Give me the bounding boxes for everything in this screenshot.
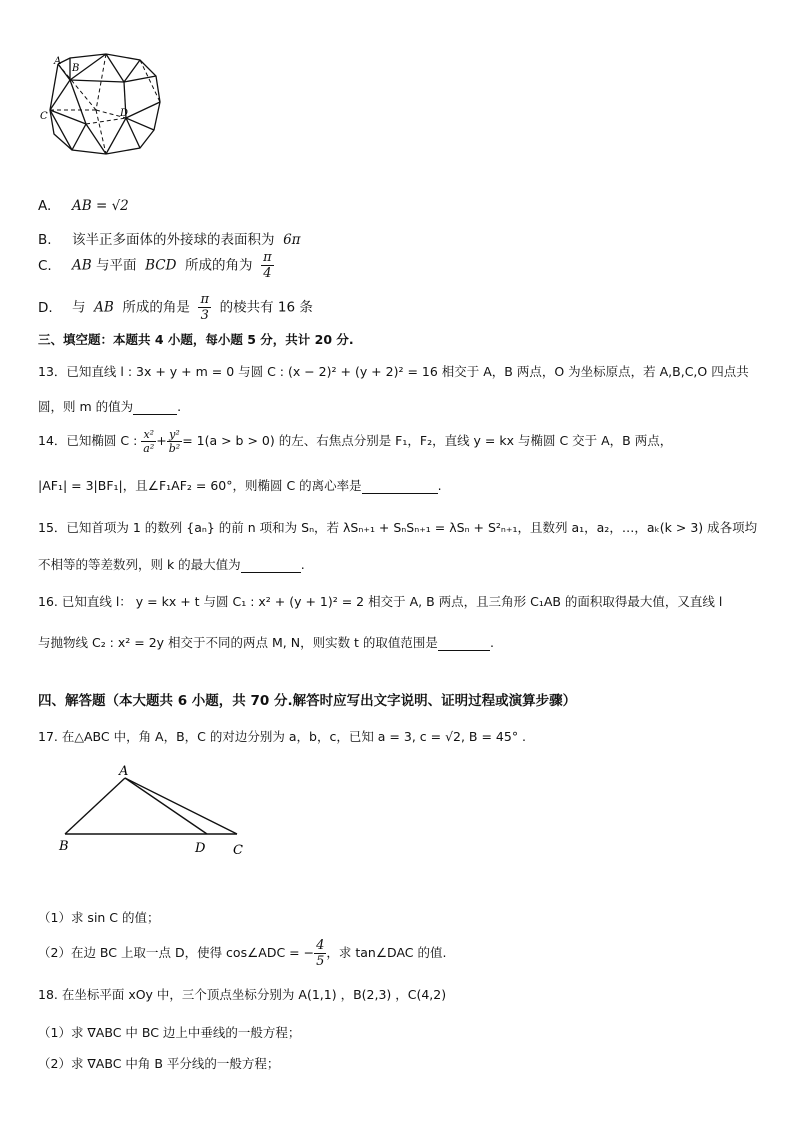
label-C: C xyxy=(40,111,48,122)
label-B: B xyxy=(72,63,80,74)
q13-line1: 13．已知直线 l : 3x + y + m = 0 与圆 C : (x − 2)² + (y + 2)² = 16 相交于 A，B 两点，O 为坐标原点，若 A,B,C,O 四点共 xyxy=(38,364,749,379)
option-d: D. 与 AB 所成的角是 $\frac{\pi}{3}$ 的棱共有 16 条 xyxy=(38,292,313,323)
section-4-heading: 四、解答题（本大题共 6 小题，共 70 分.解答时应写出文字说明、证明过程或演算步骤） xyxy=(38,693,577,709)
tri-label-A: A xyxy=(119,764,129,779)
q18-stem: 18. 在坐标平面 xOy 中，三个顶点坐标分别为 A(1,1) ，B(2,3) ，C(4,2) xyxy=(38,987,447,1002)
fraction-pi-over-3: $\frac{\pi}{3}$ xyxy=(200,292,209,323)
tri-label-D: D xyxy=(195,841,206,856)
q16-line1: 16. 已知直线 l： y = kx + t 与圆 C₁ : x² + (y + 1)² = 2 相交于 A, B 两点，且三角形 C₁AB 的面积取得最大值，又直线 l xyxy=(38,594,723,609)
label-A: A xyxy=(54,56,62,67)
answer-blank xyxy=(241,557,301,573)
answer-blank xyxy=(362,478,438,494)
q16-line2: 与抛物线 C₂ : x² = 2y 相交于不同的两点 M, N，则实数 t 的取值范围是 . xyxy=(38,635,494,650)
q15-line1: 15．已知首项为 1 的数列 {aₙ} 的前 n 项和为 Sₙ，若 λSₙ₊₁ + SₙSₙ₊₁ = λSₙ + S²ₙ₊₁，且数列 a₁，a₂，…，aₖ(k > 3) 成各项均 xyxy=(38,520,758,535)
q18-part1: （1）求 ∇ABC 中 BC 边上中垂线的一般方程； xyxy=(38,1025,301,1040)
q15-line2: 不相等的等差数列，则 k 的最大值为 . xyxy=(38,557,305,572)
fraction-pi-over-4: $\frac{\pi}{4}$ xyxy=(263,250,272,281)
q17-part2: （2）在边 BC 上取一点 D，使得 cos∠ADC = − $\frac{4}{5}$ ，求 tan∠DAC 的值. xyxy=(38,938,447,969)
option-b: B. 该半正多面体的外接球的表面积为 6π xyxy=(38,232,301,248)
q14-line2: |AF₁| = 3|BF₁|，且∠F₁AF₂ = 60°，则椭圆 C 的离心率是 . xyxy=(38,478,442,493)
tri-label-C: C xyxy=(233,843,243,858)
fraction-y2-b2: $\frac{\text{y²}}{\text{b²}}$ xyxy=(168,428,181,455)
answer-blank xyxy=(133,399,177,415)
answer-blank xyxy=(438,635,490,651)
section-3-heading: 三、填空题：本题共 4 小题，每小题 5 分，共计 20 分. xyxy=(38,332,354,347)
polyhedron-figure xyxy=(36,50,176,160)
q13-line2: 圆，则 m 的值为 . xyxy=(38,399,182,414)
option-a: A. AB = √2 xyxy=(38,198,129,214)
fraction-4-5: $\frac{4}{5}$ xyxy=(316,938,325,969)
label-D: D xyxy=(120,108,129,119)
q14-line1: 14．已知椭圆 C : $\frac{\text{x²}}{\text{a²}}$ + $\frac{\text{y²}}{\text{b²}}$ = 1(a > b > 0) 的左、右焦点分别是 F₁，F₂，直线 y = kx 与椭圆 C 交于 A，B 两点， xyxy=(38,428,673,455)
option-c: C. AB 与平面 BCD 所成的角为 $\frac{\pi}{4}$ xyxy=(38,250,272,281)
q17-stem: 17. 在△ABC 中，角 A，B，C 的对边分别为 a，b，c，已知 a = 3, c = √2, B = 45° . xyxy=(38,729,527,744)
q18-part2: （2）求 ∇ABC 中角 B 平分线的一般方程； xyxy=(38,1056,280,1071)
tri-label-B: B xyxy=(59,839,69,854)
triangle-figure xyxy=(55,760,255,860)
fraction-x2-a2: $\frac{\text{x²}}{\text{a²}}$ xyxy=(143,428,155,455)
q17-part1: （1）求 sin C 的值； xyxy=(38,910,160,925)
